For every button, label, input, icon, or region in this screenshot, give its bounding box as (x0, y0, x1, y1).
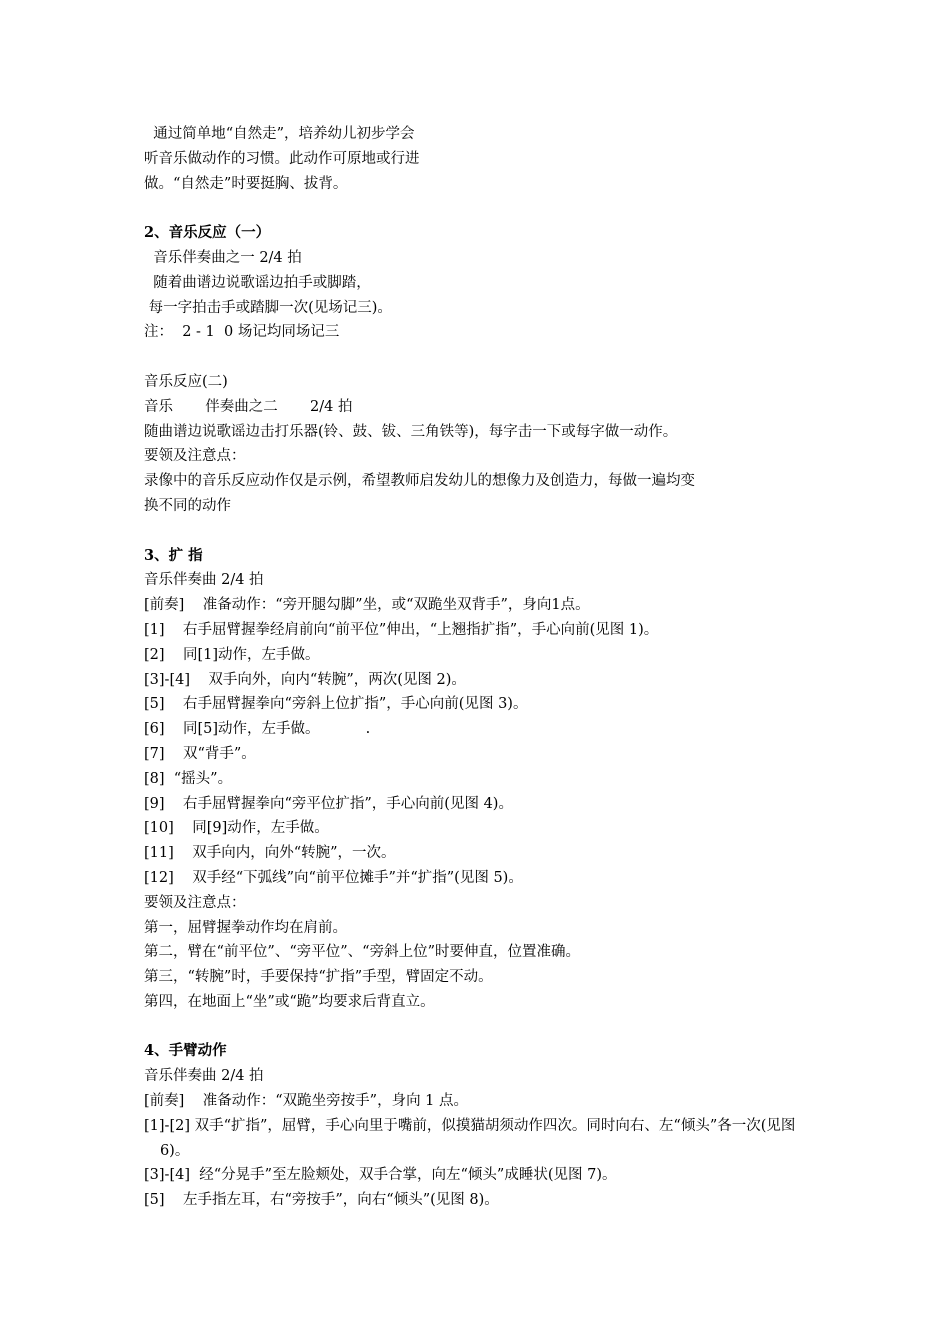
text-line: 音乐 伴奏曲之二 2/4 拍 (144, 398, 353, 415)
text-line: 听音乐做动作的习惯。此动作可原地或行进 (144, 150, 420, 167)
section-music-response-2 (144, 370, 824, 519)
text-line: [前奏] 准备动作：“旁开腿勾脚”坐，或“双跪坐双背手”，身向1点。 (144, 597, 590, 614)
section-arm-movement (144, 1039, 824, 1213)
text-line: 录像中的音乐反应动作仅是示例，希望教师启发幼儿的想像力及创造力，每做一遍均变 (144, 473, 695, 490)
text-line: 做。“自然走”时要挺胸、拔背。 (144, 175, 348, 192)
text-line: 音乐反应(二) (144, 373, 228, 390)
text-line: [9] 右手屈臂握拳向“旁平位扩指”，手心向前(见图 4)。 (144, 795, 513, 812)
text-line-wrapped: [1]-[2] 双手“扩指”，屈臂，手心向里于嘴前，似摸猫胡须动作四次。同时向右、左“倾头”各一次(见图 6)。 (144, 1117, 796, 1159)
text-line: [11] 双手向内，向外“转腕”，一次。 (144, 845, 396, 862)
text-line: [8] “摇头”。 (144, 770, 233, 787)
text-line: [1] 右手屈臂握拳经肩前向“前平位”伸出，“上翘指扩指”，手心向前(见图 1)。 (144, 621, 659, 638)
text-line: [3]-[4] 经“分晃手”至左脸颊处，双手合掌，向左“倾头”成睡状(见图 7)。 (144, 1167, 617, 1184)
text-line: [3]-[4] 双手向外，向内“转腕”，两次(见图 2)。 (144, 671, 466, 688)
section-heading: 4、手臂动作 (144, 1042, 227, 1060)
text-line: [前奏] 准备动作：“双跪坐旁按手”，身向 1 点。 (144, 1093, 469, 1110)
text-line: 要领及注意点： (144, 448, 246, 465)
text-line: 第一，屈臂握拳动作均在肩前。 (144, 919, 347, 936)
text-line: 要领及注意点： (144, 894, 246, 911)
text-line: [6] 同[5]动作，左手做。 . (144, 721, 371, 738)
text-line: [7] 双“背手”。 (144, 745, 256, 762)
text-line: 第三，“转腕”时，手要保持“扩指”手型，臂固定不动。 (144, 969, 493, 986)
section-heading: 2、音乐反应（一） (144, 224, 271, 242)
intro-paragraph (144, 122, 824, 196)
text-line: 音乐伴奏曲之一 2/4 拍 (144, 249, 302, 266)
section-music-response-1 (144, 221, 824, 345)
text-line: 音乐伴奏曲 2/4 拍 (144, 1068, 264, 1085)
text-line: 第四，在地面上“坐”或“跪”均要求后背直立。 (144, 993, 435, 1010)
text-line: 随曲谱边说歌谣边击打乐器(铃、鼓、钹、三角铁等)，每字击一下或每字做一动作。 (144, 423, 678, 440)
text-line: [10] 同[9]动作，左手做。 (144, 820, 329, 837)
text-line: [2] 同[1]动作，左手做。 (144, 646, 320, 663)
text-line: [5] 右手屈臂握拳向“旁斜上位扩指”，手心向前(见图 3)。 (144, 696, 528, 713)
text-line: [12] 双手经“下弧线”向“前平位摊手”并“扩指”(见图 5)。 (144, 869, 523, 886)
text-line: 每一字拍击手或踏脚一次(见场记三)。 (144, 299, 392, 316)
document-page (144, 122, 824, 1213)
text-line: [5] 左手指左耳，右“旁按手”，向右“倾头”(见图 8)。 (144, 1192, 499, 1209)
section-heading: 3、扩 指 (144, 546, 203, 564)
text-line: 第二，臂在“前平位”、“旁平位”、“旁斜上位”时要伸直，位置准确。 (144, 944, 580, 961)
text-line: 换不同的动作 (144, 497, 231, 514)
text-line: 音乐伴奏曲 2/4 拍 (144, 572, 264, 589)
section-finger-spread (144, 544, 824, 1015)
text-line: 通过简单地“自然走”，培养幼儿初步学会 (144, 126, 415, 142)
text-line: 注： 2 - 1 0 场记均同场记三 (144, 324, 340, 341)
text-line: 随着曲谱边说歌谣边拍手或脚踏， (144, 274, 371, 291)
